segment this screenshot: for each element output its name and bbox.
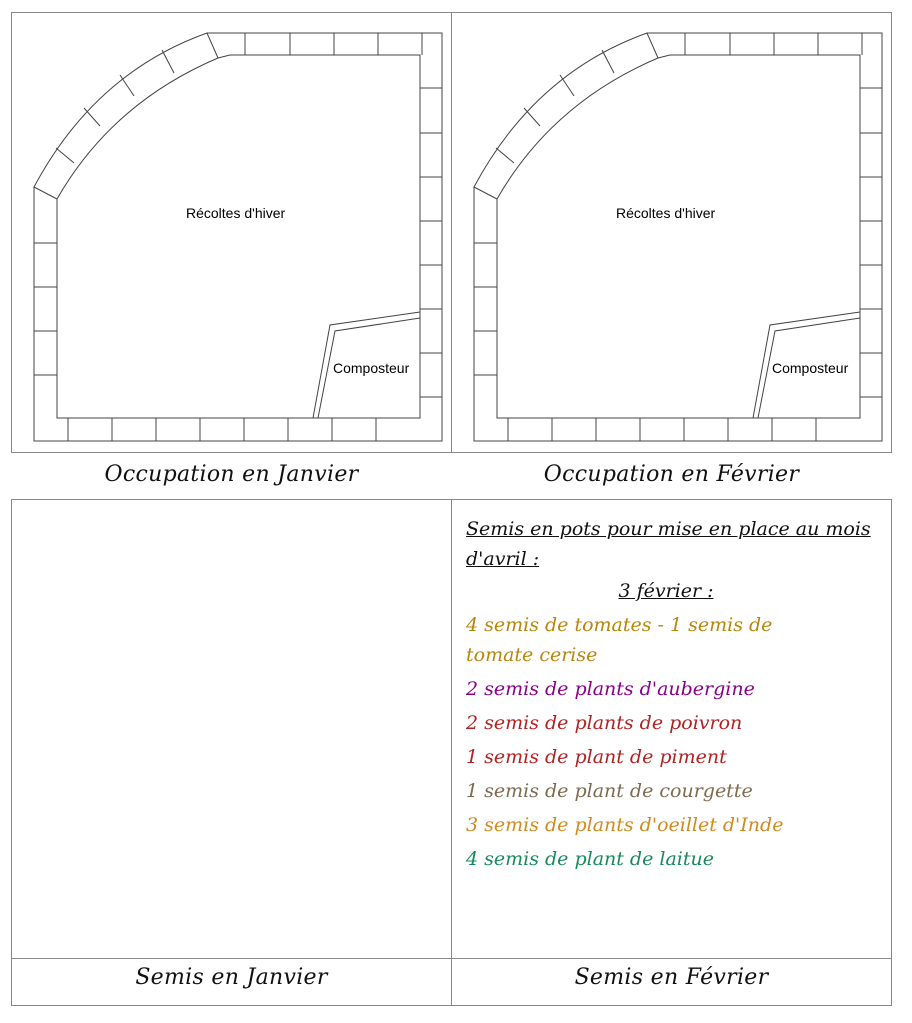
semis-item: 2 semis de plants d'aubergine [466,678,755,700]
border-tiles [34,33,442,441]
garden-plan-janvier [12,13,453,454]
semis-heading: Semis en pots pour mise en place au mois d'avril : [466,518,871,570]
semis-item: 1 semis de plant de piment [466,746,727,768]
compost-label: Composteur [772,360,849,376]
semis-item: 3 semis de plants d'oeillet d'Inde [466,814,784,836]
caption-occupation-fevrier: Occupation en Février [543,462,800,487]
semis-date: 3 février : [618,580,714,602]
compost-label: Composteur [333,360,410,376]
plan-panel-fevrier [451,12,892,453]
semis-item: 4 semis de tomates - 1 semis de tomate cerise [466,614,773,666]
semis-fevrier-notes [466,514,886,874]
caption-semis-janvier: Semis en Janvier [135,965,328,990]
semis-items-list [466,610,886,874]
border-outer [34,33,442,441]
caption-occupation-janvier: Occupation en Janvier [104,462,359,487]
plan-panel-janvier [11,12,452,453]
semis-item: 1 semis de plant de courgette [466,780,753,802]
zone-label: Récoltes d'hiver [186,205,286,221]
caption-semis-fevrier: Semis en Février [574,965,769,990]
garden-plan-fevrier [452,13,893,454]
semis-item: 4 semis de plant de laitue [466,848,714,870]
semis-item: 2 semis de plants de poivron [466,712,743,734]
border-outer [474,33,882,441]
zone-label: Récoltes d'hiver [616,205,716,221]
border-tiles [474,33,882,441]
semis-panel-janvier [11,499,452,959]
